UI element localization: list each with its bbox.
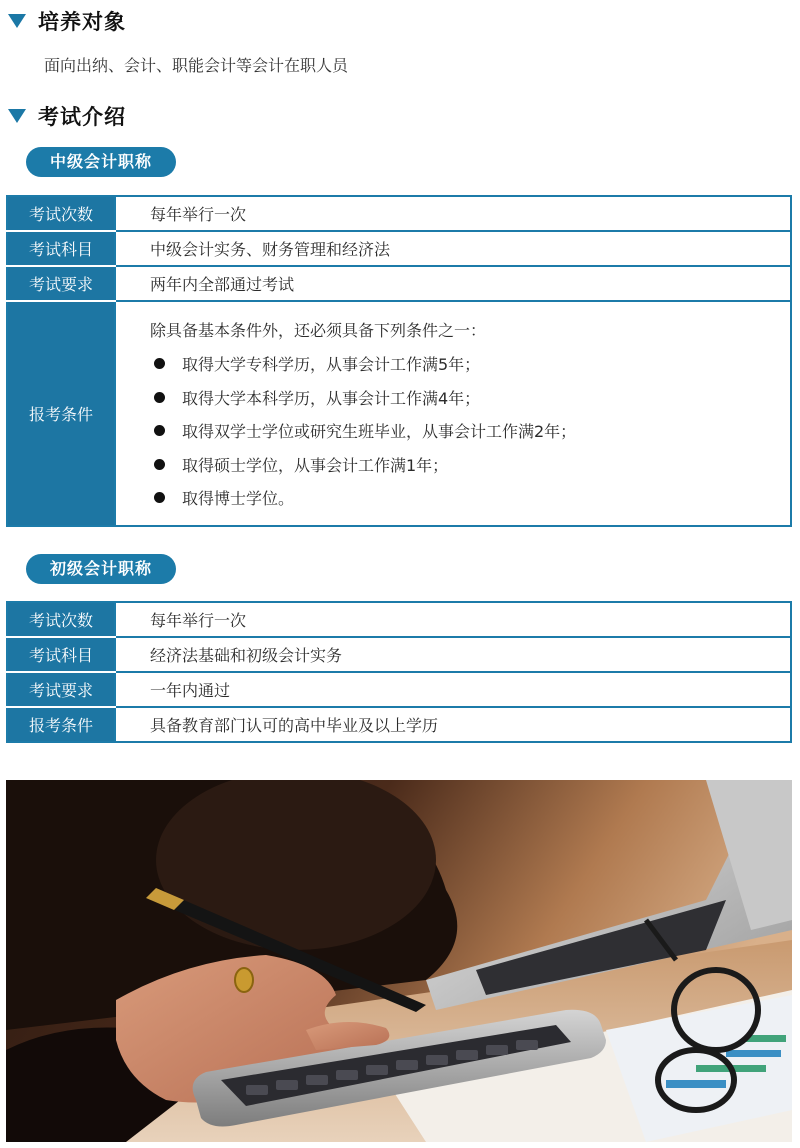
condition-text: 取得博士学位。 (182, 489, 295, 509)
section-title: 培养对象 (38, 10, 126, 34)
bullet-icon (154, 425, 165, 436)
table-row (7, 602, 791, 637)
table-row (7, 672, 791, 707)
bullet-icon (154, 492, 165, 503)
condition-text: 取得大学专科学历，从事会计工作满5年； (182, 355, 481, 375)
list-item (150, 448, 790, 482)
accounting-photo (6, 780, 792, 1142)
bullet-icon (154, 459, 165, 470)
row-value: 两年内全部通过考试 (115, 266, 791, 301)
table-row (7, 637, 791, 672)
row-key: 考试次数 (7, 196, 115, 231)
target-description: 面向出纳、会计、职能会计等会计在职人员 (44, 56, 349, 75)
list-item (150, 481, 790, 515)
triangle-marker-icon (8, 14, 26, 28)
row-key: 考试要求 (7, 266, 115, 301)
row-key: 报考条件 (7, 301, 115, 526)
conditions-cell (115, 301, 791, 526)
row-value: 具备教育部门认可的高中毕业及以上学历 (115, 707, 791, 742)
condition-text: 取得双学士学位或研究生班毕业，从事会计工作满2年； (182, 422, 577, 442)
section-heading-target (8, 5, 126, 37)
row-key: 考试次数 (7, 602, 115, 637)
table-row-conditions (7, 301, 791, 526)
row-key: 考试科目 (7, 231, 115, 266)
bullet-icon (154, 358, 165, 369)
section-title: 考试介绍 (38, 105, 126, 129)
row-value: 一年内通过 (115, 672, 791, 707)
accounting-photo-illustration (6, 780, 792, 1142)
section-heading-exam (8, 100, 126, 132)
conditions-intro: 除具备基本条件外，还必须具备下列条件之一： (150, 321, 487, 340)
junior-table (6, 601, 792, 743)
condition-text: 取得硕士学位，从事会计工作满1年； (182, 455, 449, 475)
table-row (7, 266, 791, 301)
row-key: 考试要求 (7, 672, 115, 707)
table-row (7, 231, 791, 266)
list-item (150, 381, 790, 415)
table-row (7, 196, 791, 231)
row-value: 每年举行一次 (115, 196, 791, 231)
list-item (150, 347, 790, 381)
conditions-list (150, 347, 790, 525)
table-row (7, 707, 791, 742)
list-item (150, 414, 790, 448)
condition-text: 取得大学本科学历，从事会计工作满4年； (182, 388, 481, 408)
row-key: 考试科目 (7, 637, 115, 672)
badge-intermediate: 中级会计职称 (26, 147, 176, 177)
row-value: 每年举行一次 (115, 602, 791, 637)
triangle-marker-icon (8, 109, 26, 123)
badge-junior: 初级会计职称 (26, 554, 176, 584)
intermediate-table (6, 195, 792, 527)
bullet-icon (154, 392, 165, 403)
row-value: 经济法基础和初级会计实务 (115, 637, 791, 672)
row-value: 中级会计实务、财务管理和经济法 (115, 231, 791, 266)
row-key: 报考条件 (7, 707, 115, 742)
